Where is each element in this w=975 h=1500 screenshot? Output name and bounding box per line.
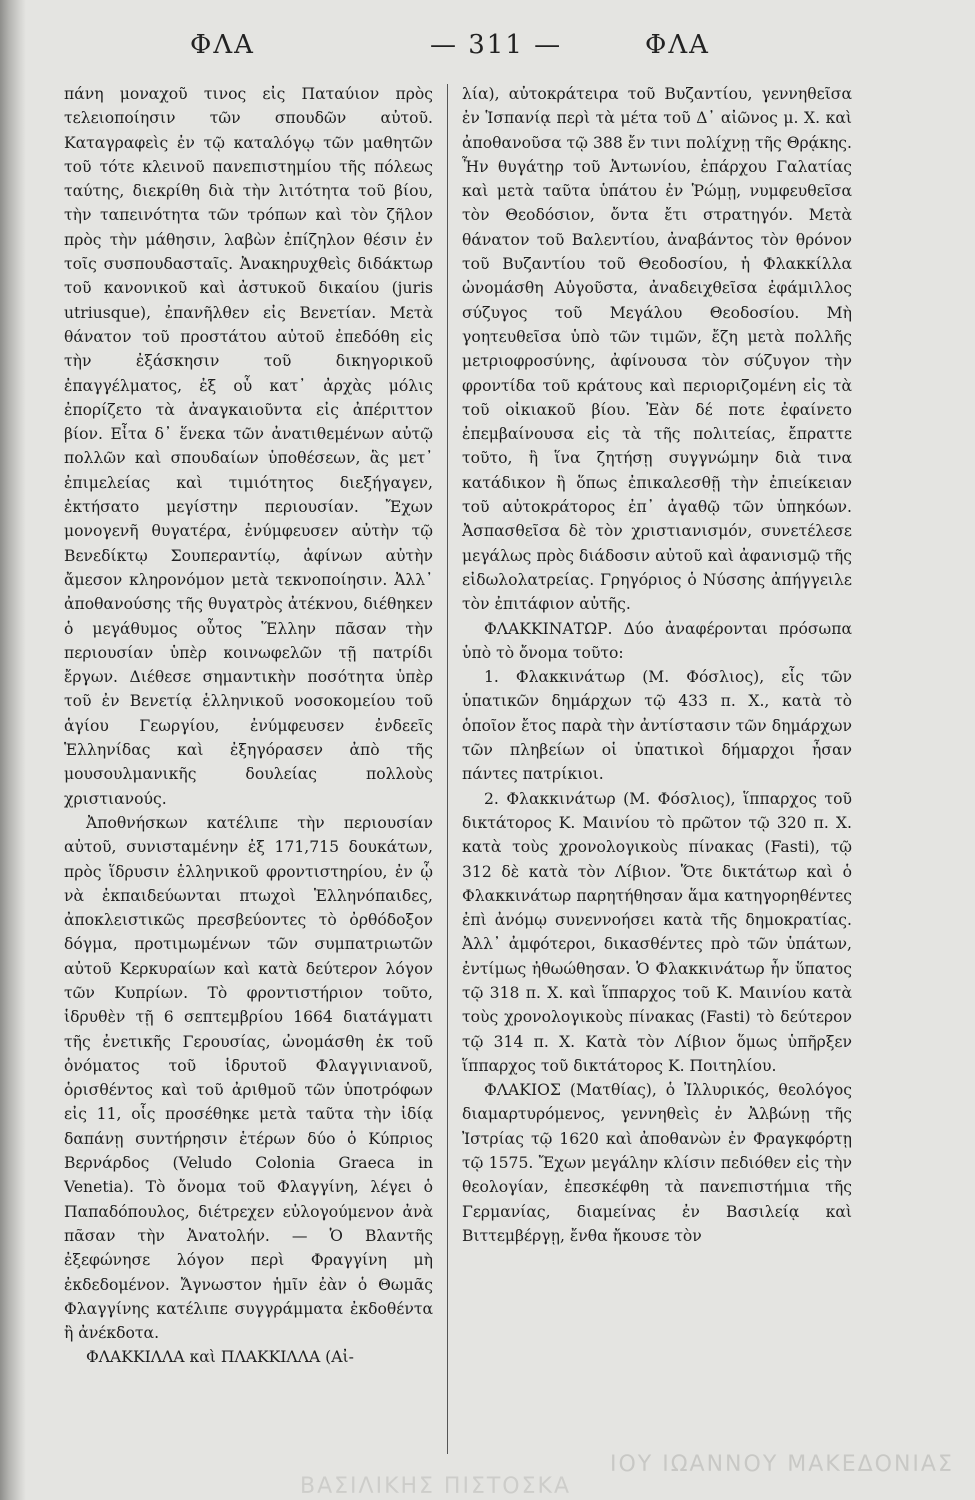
right-entry-flakkinator-2: 2. Φλακκινάτωρ (Μ. Φόσλιος), ἵππαρχος τοῦ δικτάτορος Κ. Μαινίου τὸ πρῶτον τῷ 320 π. Χ. κατὰ τοὺς χρονολογικοὺς πίνακας (Fasti), τῷ 312 δὲ κατὰ τὸν Λίβιον. Ὅτε δικτάτωρ καὶ ὁ Φλακκινάτωρ παρητήθησαν ἅμα κατηγορηθέντες ἐπὶ ἀνόμῳ συνεννοήσει κατὰ τῆς δημοκρατίας. Ἀλλ᾽ ἀμφότεροι, δικασθέντες πρὸ τῶν ὑπάτων, ἐντίμως ἠθωώθησαν. Ὁ Φλακκινάτωρ ἦν ὕπατος τῷ 318 π. Χ. καὶ ἵππαρχος τοῦ Κ. Μαινίου κατὰ τοὺς χρονολογικοὺς πίνακας (Fasti) τὸ δεύτερον τῷ 314 π. Χ. Κατὰ τὸν Λίβιον ὅμως ὑπῆρξεν ἵππαρχος τοῦ δικτάτορος Κ. Ποιτηλίου. [462,789,852,1075]
page-header [60,30,940,74]
left-paragraph-flangini-life: πάνη μοναχοῦ τινος εἰς Παταύιον πρὸς τελειοποίησιν τῶν σπουδῶν αὐτοῦ. Καταγραφεὶς ἐν τῷ καταλόγῳ τῶν μαθητῶν τοῦ τότε κλεινοῦ πανεπιστημίου τῆς πόλεως ταύτης, διεκρίθη διὰ τὴν λιτότητα τοῦ βίου, τὴν ταπεινότητα τῶν τρόπων καὶ τὸν ζῆλον πρὸς τὴν μάθησιν, λαβὼν ἐπίζηλον θέσιν ἐν τοῖς συσπουδασταῖς. Ἀνακηρυχθεὶς διδάκτωρ τοῦ κανονικοῦ καὶ ἀστυκοῦ δικαίου (juris utriusque), ἐπανῆλθεν εἰς Βενετίαν. Μετὰ θάνατον τοῦ προστάτου αὐτοῦ ἐπεδόθη εἰς τὴν ἐξάσκησιν τοῦ δικηγορικοῦ ἐπαγγέλματος, ἐξ οὗ κατ᾽ ἀρχὰς μόλις ἐπορίζετο τὰ ἀναγκαιοῦντα εἰς ἀπέριττον βίον. Εἶτα δ᾽ ἕνεκα τῶν ἀνατιθεμένων αὐτῷ πολλῶν καὶ σπουδαίων ὑποθέσεων, ἃς μετ᾽ ἐπιμελείας καὶ τιμιότητος διεξήγαγεν, ἐκτήσατο μεγίστην περιουσίαν. Ἔχων μονογενῆ θυγατέρα, ἐνύμφευσεν αὐτὴν τῷ Βενεδίκτῳ Σουπεραντίῳ, ἀφίνων αὐτὴν ἄμεσον κληρονόμον μετὰ τεκνοποίησιν. Ἀλλ᾽ ἀποθανούσης τῆς θυγατρὸς ἀτέκνου, διέθηκεν ὁ μεγάθυμος οὗτος Ἕλλην πᾶσαν τὴν περιουσίαν ὑπὲρ κοινωφελῶν τῇ πατρίδι ἔργων. Διέθεσε σημαντικὴν ποσότητα ὑπὲρ τοῦ ἐν Βενετίᾳ ἑλληνικοῦ νοσοκομείου τοῦ ἁγίου Γεωργίου, ἐνύμφευσεν ἐνδεεῖς Ἑλληνίδας καὶ ἐξηγόρασεν ἀπὸ τῆς μουσουλμανικῆς δουλείας πολλοὺς χριστιανούς. [64,85,433,808]
right-entry-flakkinator: ΦΛΑΚΚΙΝΑΤΩΡ. Δύο ἀναφέρονται πρόσωπα ὑπὸ τὸ ὄνομα τοῦτο: [462,619,852,662]
left-paragraph-flangini-bequest: Ἀποθνήσκων κατέλιπε τὴν περιουσίαν αὐτοῦ, συνισταμένην ἐξ 171,715 δουκάτων, πρὸς ἵδρυσιν ἑλληνικοῦ φροντιστηρίου, ἐν ᾧ νὰ ἐκπαιδεύωνται πτωχοὶ Ἑλληνόπαιδες, ἀποκλειστικῶς πρεσβεύοντες τὸ ὀρθόδοξον δόγμα, προτιμωμένων τῶν συμπατριωτῶν αὐτοῦ Κερκυραίων καὶ κατὰ δεύτερον λόγον τῶν Κυπρίων. Τὸ φροντιστήριον τοῦτο, ἱδρυθὲν τῇ 6 σεπτεμβρίου 1664 διατάγματι τῆς ἐνετικῆς Γερουσίας, ὠνομάσθη ἐκ τοῦ ὀνόματος τοῦ ἱδρυτοῦ Φλαγγινιανοῦ, ὁρισθέντος καὶ τοῦ ἀριθμοῦ τῶν ὑποτρόφων εἰς 11, οἷς προσέθηκε μετὰ ταῦτα τὴν ἰδίᾳ δαπάνῃ συντήρησιν ἑτέρων δύο ὁ Κύπριος Βερνάρδος (Veludo Colonia Graeca in Venetia). Τὸ ὄνομα τοῦ Φλαγγίνη, λέγει ὁ Παπαδόπουλος, διέτρεχεν εὐλογούμενον ἀνὰ πᾶσαν τὴν Ἀνατολήν. — Ὁ Βλαντῆς ἐξεφώνησε λόγον περὶ Φραγγίνη μὴ ἐκδεδομένον. Ἄγνωστον ἡμῖν ἐὰν ὁ Θωμᾶς Φλαγγίνης κατέλιπε συγγράμματα ἐκδοθέντα ἢ ἀνέκδοτα. [64,813,433,1343]
right-text-column [462,82,852,1248]
right-entry-flakkinator-1: 1. Φλακκινάτωρ (Μ. Φόσλιος), εἷς τῶν ὑπατικῶν δημάρχων τῷ 433 π. Χ., κατὰ τὸ ὁποῖον ἔτος παρὰ τὴν ἀντίστασιν τῶν δημάρχων τῶν πληβείων οἱ ὑπατικοὶ δήμαρχοι ἦσαν πάντες πατρίκιοι. [462,668,852,784]
library-watermark-bottom: ΒΑΣΙΛΙΚΗΣ ΠΙΣΤΟΣΚΑ [300,1474,571,1499]
library-watermark-right: ΙΟΥ ΙΩΑΝΝΟΥ ΜΑΚΕΔΟΝΙΑΣ [610,1452,954,1477]
left-entry-flakkilla-start: ΦΛΑΚΚΙΛΛΑ καὶ ΠΛΑΚΚΙΛΛΑ (Αἰ- [86,1348,354,1367]
header-right-keyword: ΦΛΑ [645,30,710,60]
book-spine-shadow [0,0,26,1500]
page-number: — 311 — [430,30,563,60]
column-divider [447,84,448,1454]
right-paragraph-flakkilla: λία), αὐτοκράτειρα τοῦ Βυζαντίου, γεννηθεῖσα ἐν Ἱσπανίᾳ περὶ τὰ μέτα τοῦ Δ᾽ αἰῶνος μ. Χ. καὶ ἀποθανοῦσα τῷ 388 ἔν τινι πολίχνῃ τῆς Θρᾴκης. Ἦν θυγάτηρ τοῦ Ἀντωνίου, ἐπάρχου Γαλατίας καὶ μετὰ ταῦτα ὑπάτου ἐν Ῥώμῃ, νυμφευθεῖσα τὸν Θεοδόσιον, ὄντα ἔτι στρατηγόν. Μετὰ θάνατον τοῦ Βαλεντίου, ἀναβάντος τὸν θρόνον τοῦ Βυζαντίου τοῦ Θεοδοσίου, ἡ Φλακκίλλα ὠνομάσθη Αὐγοῦστα, ἀναδειχθεῖσα ἐφάμιλλος σύζυγος τοῦ Μεγάλου Θεοδοσίου. Μὴ γοητευθεῖσα ὑπὸ τῶν τιμῶν, ἔζη μετὰ πολλῆς μετριοφροσύνης, ἀφίνουσα τὸν σύζυγον τὴν φροντίδα τοῦ κράτους καὶ περιοριζομένη εἰς τὰ τοῦ οἰκιακοῦ βίου. Ἐὰν δέ ποτε ἐφαίνετο ἐπεμβαίνουσα εἰς τὰ τῆς πολιτείας, ἔπραττε τοῦτο, ἢ ἵνα ζητήσῃ συγγνώμην διὰ τινα κατάδικον ἢ ὅπως ἐπικαλεσθῇ τὴν ἐπιείκειαν τοῦ αὐτοκράτορος ἐπ᾽ ἀγαθῷ τῶν ὑπηκόων. Ἀσπασθεῖσα δὲ τὸν χριστιανισμόν, συνετέλεσε μεγάλως πρὸς διάδοσιν αὐτοῦ καὶ ἀφανισμῷ τῆς εἰδωλολατρείας. Γρηγόριος ὁ Νύσσης ἀπήγγειλε τὸν ἐπιτάφιον αὐτῆς. [462,85,852,614]
header-left-keyword: ΦΛΑ [190,30,255,60]
right-entry-flakios: ΦΛΑΚΙΟΣ (Ματθίας), ὁ Ἰλλυρικός, θεολόγος διαμαρτυρόμενος, γεννηθεὶς ἐν Ἀλβώνῃ τῆς Ἰστρίας τῷ 1620 καὶ ἀποθανὼν ἐν Φραγκφόρτῃ τῷ 1575. Ἔχων μεγάλην κλίσιν πεδιόθεν εἰς τὴν θεολογίαν, ἐπεσκέφθη τὰ πανεπιστήμια τῆς Γερμανίας, διαμείνας ἐν Βασιλείᾳ καὶ Βιττεμβέργῃ, ἔνθα ἤκουσε τὸν [462,1081,852,1245]
left-text-column [64,82,433,1370]
